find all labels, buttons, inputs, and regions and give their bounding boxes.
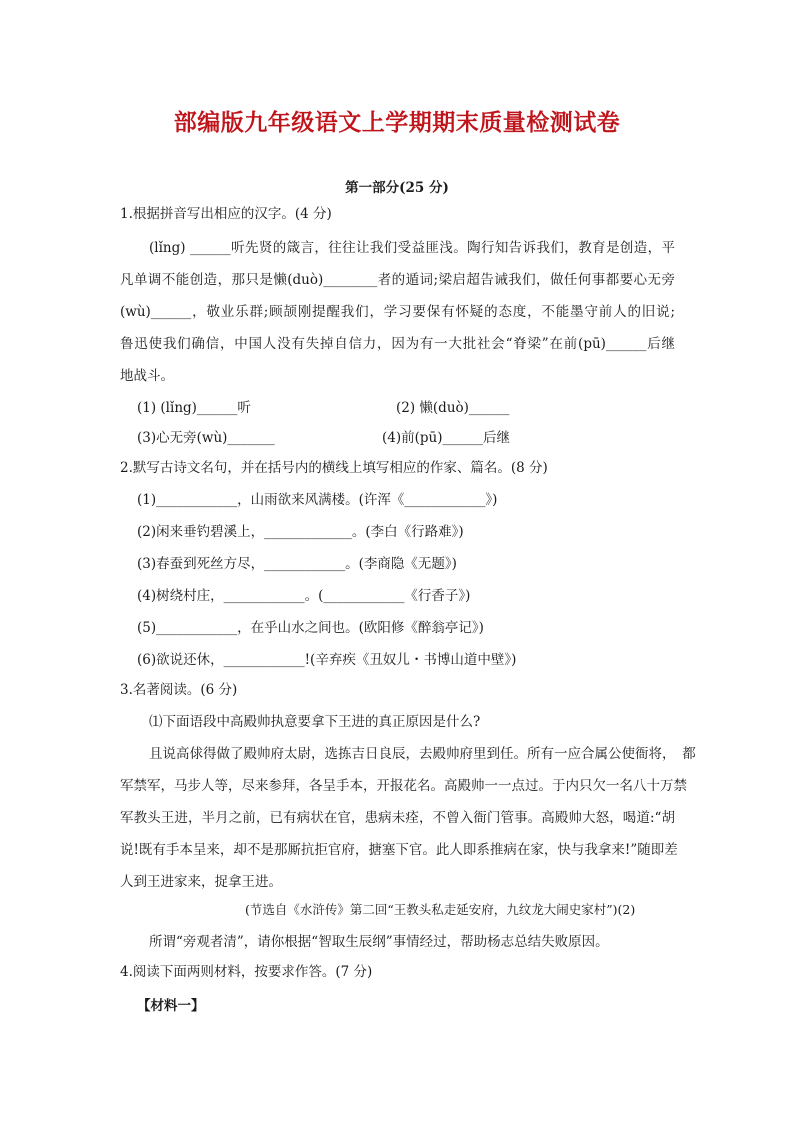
q3-heading: 3.名著阅读。(6 分) <box>120 682 238 698</box>
q1-item: (3)心无旁(wù)_______ <box>137 430 275 446</box>
q2-item: (3)春蚕到死丝方尽，____________。(李商隐《无题》) <box>137 556 457 572</box>
q3-sub-question: 所谓“旁观者清”，请你根据“智取生辰纲”事情经过，帮助杨志总结失败原因。 <box>149 934 609 950</box>
q4-material-label: 【材料一】 <box>137 998 205 1014</box>
page-title: 部编版九年级语文上学期期末质量检测试卷 <box>173 110 621 136</box>
q2-item: (4)树绕村庄，____________。(____________《行香子》) <box>137 588 471 604</box>
q1-para-line: (lǐng) ______听先贤的箴言，往往让我们受益匪浅。陶行知告诉我们，教育是创造，平 <box>149 240 675 256</box>
q4-heading: 4.阅读下面两则材料，按要求作答。(7 分) <box>120 964 373 980</box>
q2-item: (5)____________，在乎山水之间也。(欧阳修《醉翁亭记》) <box>137 620 484 636</box>
q1-para-line: 鲁迅使我们确信，中国人没有失掉自信力，因为有一大批社会“脊梁”在前(pū)______后继 <box>120 336 675 352</box>
q1-heading: 1.根据拼音写出相应的汉字。(4 分) <box>120 206 332 222</box>
q3-passage-line: 人到王进家来，捉拿王进。 <box>120 874 282 890</box>
q2-item: (6)欲说还休，____________!(辛弃疾《丑奴儿・书博山道中壁》) <box>137 652 517 668</box>
q1-item: (1) (lǐng)______听 <box>137 400 251 416</box>
q2-heading: 2.默写古诗文名句，并在括号内的横线上填写相应的作家、篇名。(8 分) <box>120 460 548 476</box>
q3-passage-line: 军禁军，马步人等，尽来参拜，各呈手本，开报花名。高殿帅一一点过。于内只欠一名八十万禁 <box>120 778 687 794</box>
q3-passage-line: 军教头王进，半月之前，已有病状在官，患病未痊，不曾入衙门管事。高殿帅大怒，喝道:“胡 <box>120 810 675 826</box>
q3-passage-line: 说!既有手本呈来，却不是那厮抗拒官府，搪塞下官。此人即系推病在家，快与我拿来!”随即差 <box>120 842 678 858</box>
q2-item: (1)____________，山雨欲来风满楼。(许浑《____________》) <box>137 492 498 508</box>
q3-source-note: (节选自《水浒传》第二回“王教头私走延安府，九纹龙大闹史家村”)(2) <box>245 902 636 917</box>
q3-passage-line: 且说高俅得做了殿帅府太尉，选拣吉日良辰，去殿帅府里到任。所有一应合属公使衙将， 都 <box>149 746 696 762</box>
q1-para-line: 凡单调不能创造，那只是懒(duò)________者的遁词;梁启超告诫我们，做任何事都要心无旁 <box>120 272 675 288</box>
q1-item: (2) 懒(duò)______ <box>396 400 510 416</box>
q1-para-line: (wù)______，敬业乐群;顾颉刚提醒我们，学习要保有怀疑的态度，不能墨守前人的旧说; <box>120 304 675 320</box>
q3-sub-question: ⑴下面语段中高殿帅执意要拿下王进的真正原因是什么? <box>149 714 481 730</box>
section-title: 第一部分(25 分) <box>345 180 449 196</box>
q2-item: (2)闲来垂钓碧溪上，_____________。(李白《行路难》) <box>137 524 464 540</box>
q1-para-line: 地战斗。 <box>120 368 174 384</box>
q1-item: (4)前(pū)______后继 <box>382 430 510 446</box>
